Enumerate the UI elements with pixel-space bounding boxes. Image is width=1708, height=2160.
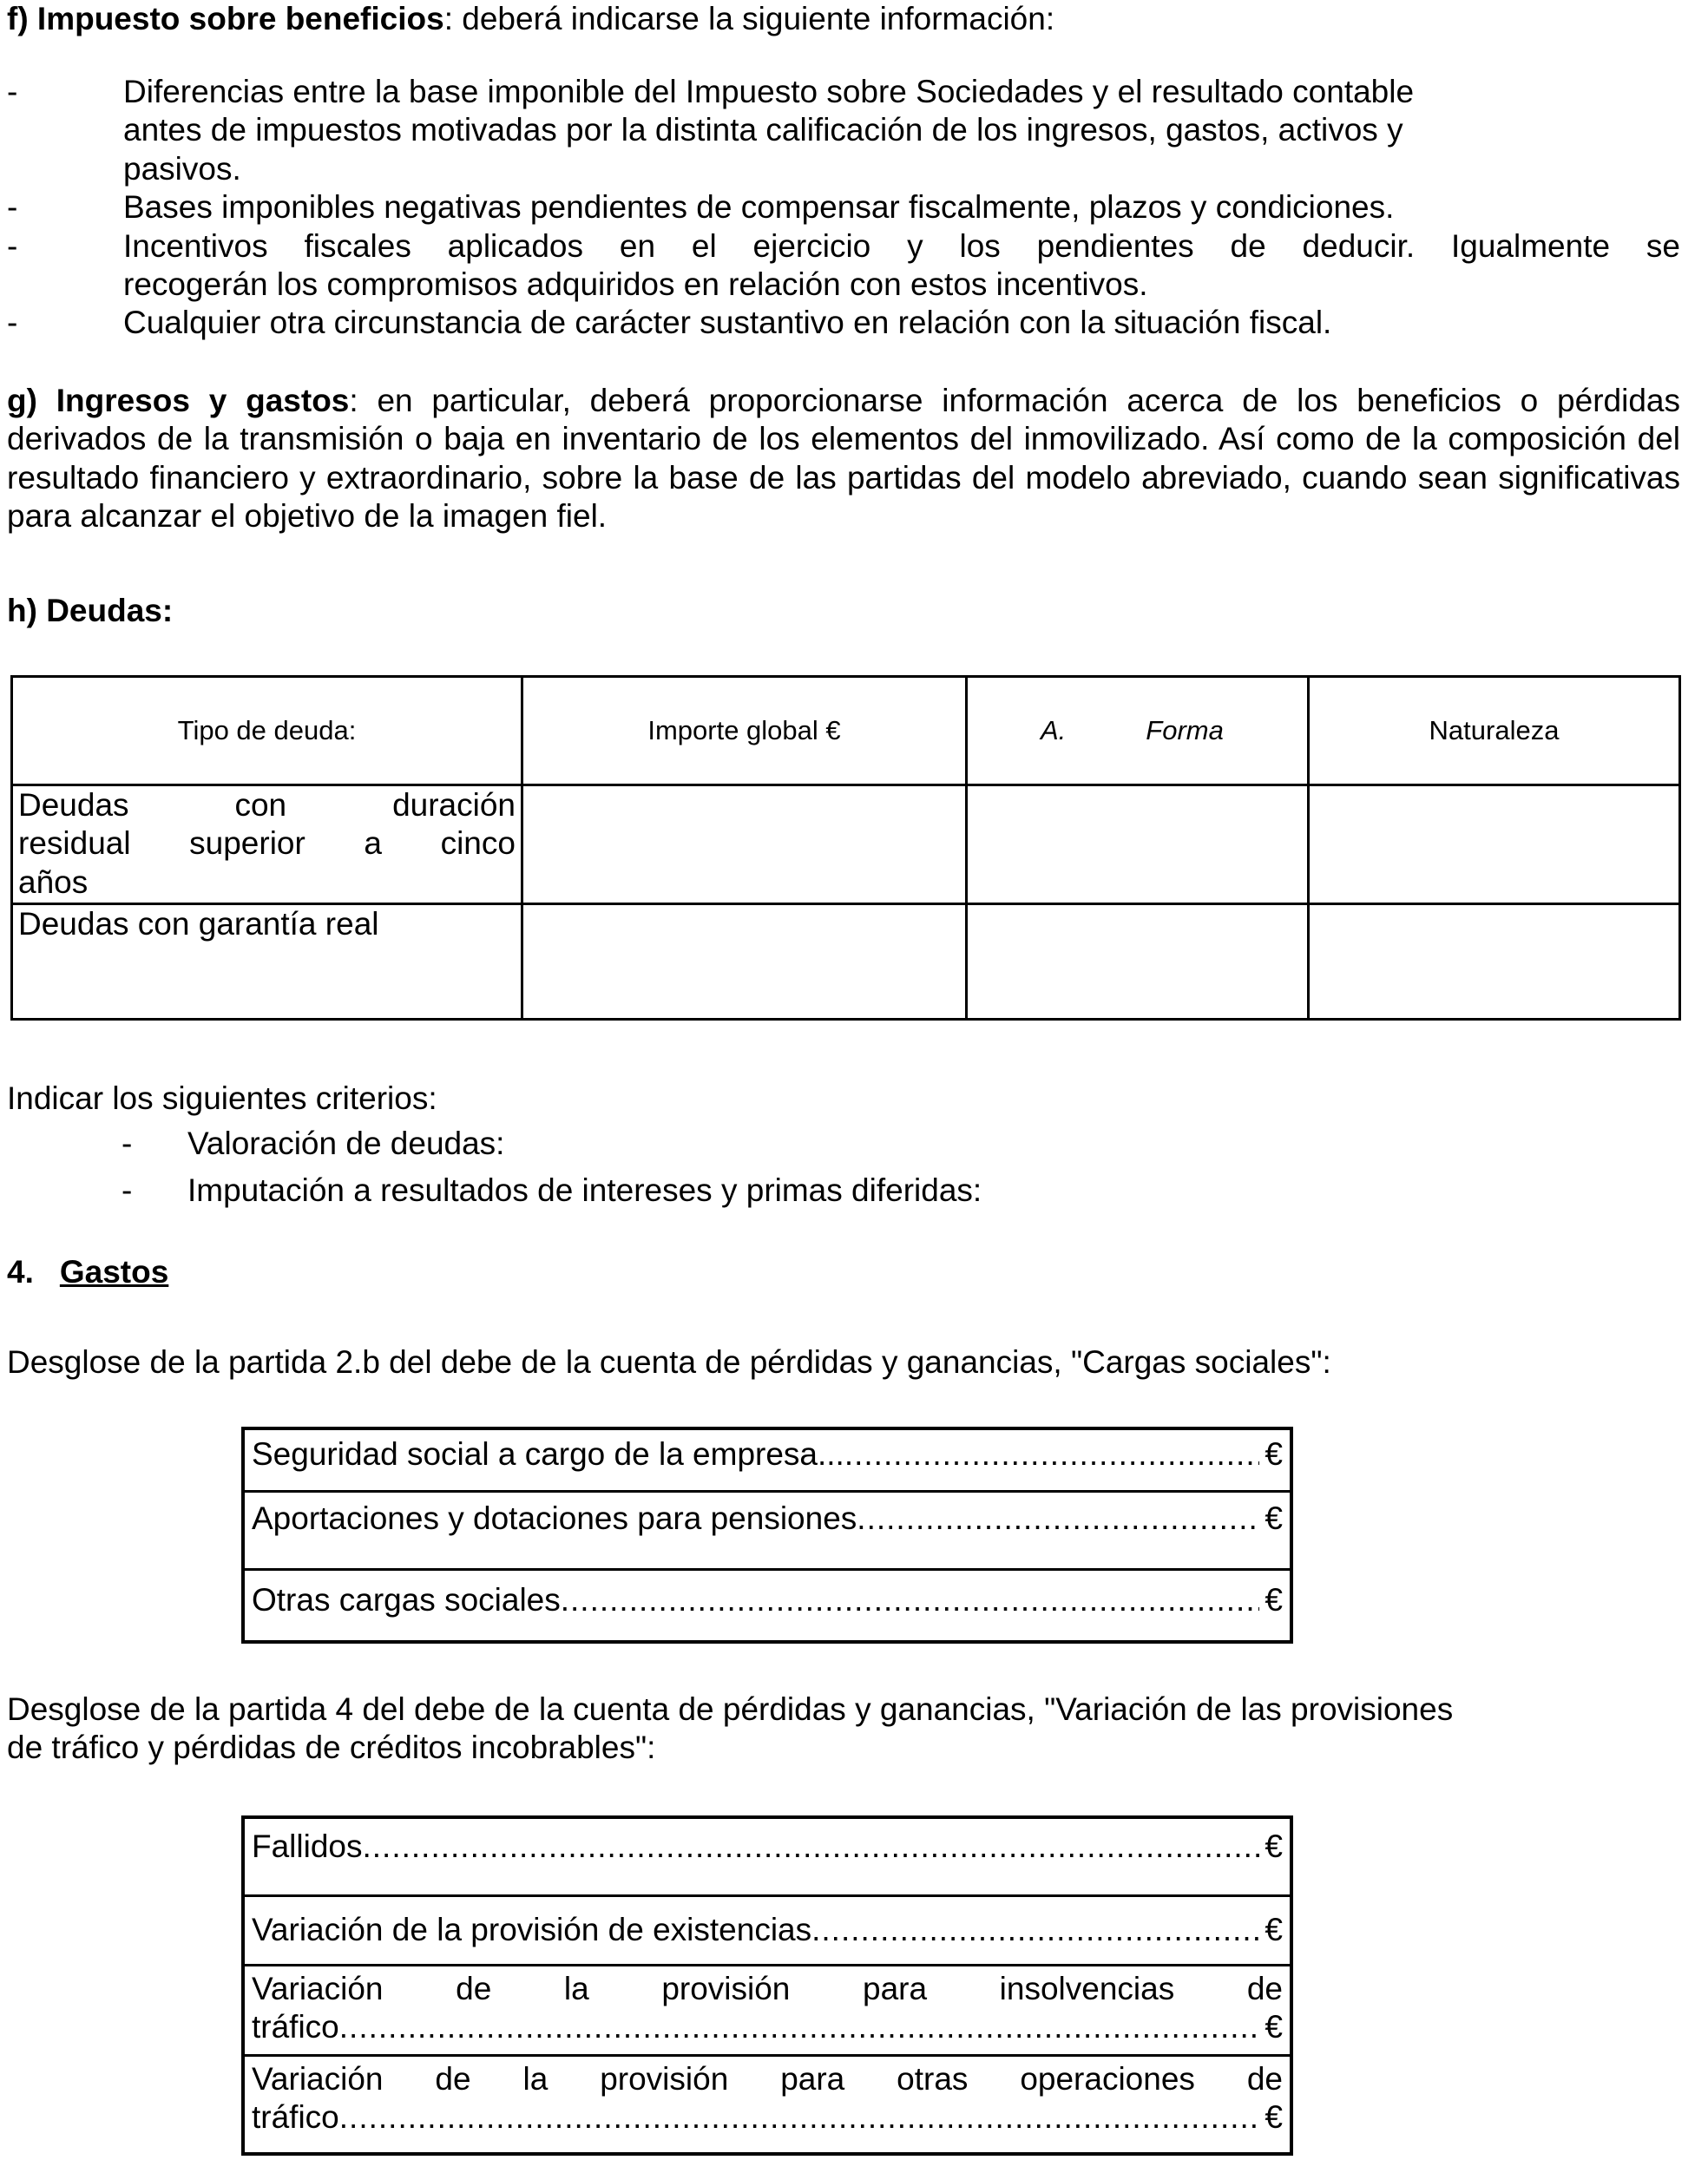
list-item xyxy=(122,1172,1597,1210)
cell-tipo: Deudas con garantía real xyxy=(12,904,522,1020)
cell-word: Deudas xyxy=(18,787,129,823)
list-item-line: Incentivos fiscales aplicados en el ejercicio y los pendientes de deducir. Igualmente se xyxy=(123,227,1680,264)
list-item-line: antes de impuestos motivadas por la distinta calificación de los ingresos, gastos, activos y xyxy=(123,112,1403,148)
row-word: para xyxy=(863,1971,928,2006)
list-item xyxy=(7,304,1680,342)
table-row xyxy=(245,1493,1290,1571)
cell-forma xyxy=(967,785,1309,904)
section-f-list xyxy=(7,73,1680,343)
row-word: la xyxy=(563,1971,589,2006)
table-header-row xyxy=(12,677,1680,785)
section-f-title: f) Impuesto sobre beneficios xyxy=(7,1,444,36)
row-word: la xyxy=(522,2061,549,2097)
cell-importe xyxy=(522,785,967,904)
section-g-title: g) Ingresos y gastos xyxy=(7,383,350,418)
dot-leader xyxy=(339,2098,1260,2137)
header-naturaleza: Naturaleza xyxy=(1309,677,1680,785)
row-label: Aportaciones y dotaciones para pensiones xyxy=(252,1500,857,1536)
criterios-intro: Indicar los siguientes criterios: xyxy=(7,1080,437,1116)
row-line xyxy=(252,2060,1283,2098)
table-row xyxy=(12,785,1680,904)
row-currency: € xyxy=(1265,2099,1283,2136)
cell-word: duración xyxy=(392,787,516,823)
row-currency: € xyxy=(1265,1912,1283,1947)
row-word: de xyxy=(435,2061,471,2097)
row-word: otras xyxy=(897,2061,969,2097)
provisiones-table xyxy=(241,1815,1293,2156)
criterios-list xyxy=(122,1125,1597,1211)
deudas-table xyxy=(10,675,1681,1021)
table-row xyxy=(245,2057,1290,2147)
row-label: tráfico xyxy=(252,2099,339,2136)
cell-word: residual xyxy=(18,825,131,862)
row-word: para xyxy=(780,2061,845,2097)
cell-line xyxy=(18,786,516,824)
list-item-line: recogerán los compromisos adquiridos en relación con estos incentivos. xyxy=(123,266,1148,302)
list-item xyxy=(7,227,1680,305)
row-word: Variación xyxy=(252,1971,384,2006)
list-item-text: Imputación a resultados de intereses y primas diferidas: xyxy=(187,1172,982,1209)
row-currency: € xyxy=(1265,1500,1283,1536)
row-label: Fallidos xyxy=(252,1828,363,1864)
row-line xyxy=(252,2098,1283,2137)
section-4-title: Gastos xyxy=(59,1254,169,1290)
bullet-dash: - xyxy=(7,227,18,264)
section-g-paragraph xyxy=(7,382,1680,536)
cell-word: superior xyxy=(189,825,305,862)
bullet-dash: - xyxy=(122,1126,133,1161)
row-word: provisión xyxy=(661,1971,791,2006)
table-row xyxy=(245,1966,1290,2057)
list-item xyxy=(122,1125,1597,1163)
dot-leader xyxy=(363,1828,1260,1866)
section-h-title: h) Deudas: xyxy=(7,593,174,628)
table-row xyxy=(245,1430,1290,1493)
dot-leader xyxy=(844,1435,1260,1474)
row-word: Variación xyxy=(252,2061,384,2097)
list-item-line: Cualquier otra circunstancia de carácter sustantivo en relación con la situación fiscal. xyxy=(123,305,1332,341)
row-currency: € xyxy=(1265,2009,1283,2045)
header-forma-letter: A. xyxy=(1041,715,1067,746)
table-row xyxy=(245,1571,1290,1640)
section-4-number: 4. xyxy=(7,1254,34,1290)
list-item-line: pasivos. xyxy=(123,150,241,187)
header-forma xyxy=(967,677,1309,785)
header-tipo-deuda: Tipo de deuda: xyxy=(12,677,522,785)
row-currency: € xyxy=(1265,1582,1283,1618)
row-currency: € xyxy=(1265,1436,1283,1472)
paragraph-line: de tráfico y pérdidas de créditos incobrables": xyxy=(7,1730,656,1766)
bullet-dash: - xyxy=(122,1172,133,1209)
section-4-heading xyxy=(7,1253,168,1291)
bullet-dash: - xyxy=(7,305,18,341)
section-g-text: : en particular, deberá proporcionarse información acerca de los beneficios o pérdidas derivados de la transmisión o baja en inventario de los elementos del inmovilizado. Así como de la composición del resultado financiero y extraordinario, sobre la base de las partidas del modelo abreviado, cuando sean significativas para alcanzar el objetivo de la imagen fiel. xyxy=(7,383,1680,535)
row-label: Variación de la provisión de existencias xyxy=(252,1912,812,1947)
bullet-dash: - xyxy=(7,74,18,109)
cell-tipo xyxy=(12,785,522,904)
cell-word: a xyxy=(364,825,382,862)
dot-leader xyxy=(561,1581,1260,1619)
row-word: de xyxy=(1246,2061,1283,2097)
dot-leader xyxy=(857,1500,1259,1538)
bullet-dash: - xyxy=(7,189,18,226)
list-item-line: Diferencias entre la base imponible del Impuesto sobre Sociedades y el resultado contable xyxy=(123,74,1415,109)
table-row xyxy=(245,1819,1290,1897)
paragraph-line: Desglose de la partida 4 del debe de la cuenta de pérdidas y ganancias, "Variación de las provisiones xyxy=(7,1691,1454,1727)
row-label: Otras cargas sociales xyxy=(252,1582,561,1618)
list-item xyxy=(7,73,1680,188)
list-item-line: Bases imponibles negativas pendientes de compensar fiscalmente, plazos y condiciones. xyxy=(123,189,1395,226)
section-f-intro: : deberá indicarse la siguiente información: xyxy=(443,1,1055,36)
dot-leader xyxy=(811,1911,1259,1949)
row-word: de xyxy=(456,1971,492,2006)
cell-line xyxy=(18,824,516,863)
dot-leader xyxy=(339,2008,1260,2046)
row-currency: € xyxy=(1265,1828,1283,1864)
cell-line: años xyxy=(18,863,89,900)
list-item xyxy=(7,188,1680,227)
row-word: de xyxy=(1246,1971,1283,2006)
row-line xyxy=(252,1970,1283,2008)
header-forma-label: Forma xyxy=(1146,715,1224,746)
table-row xyxy=(245,1897,1290,1966)
cell-naturaleza xyxy=(1309,785,1680,904)
cargas-sociales-table xyxy=(241,1427,1293,1644)
row-line xyxy=(252,2008,1283,2046)
row-label: Seguridad social a cargo de la empresa... xyxy=(252,1436,844,1472)
cell-forma xyxy=(967,904,1309,1020)
desglose-cargas-text: Desglose de la partida 2.b del debe de la cuenta de pérdidas y ganancias, "Cargas sociales": xyxy=(7,1344,1331,1380)
row-word: insolvencias xyxy=(999,1971,1175,2006)
cell-importe xyxy=(522,904,967,1020)
table-row xyxy=(12,904,1680,1020)
row-label: tráfico xyxy=(252,2009,339,2045)
cell-word: cinco xyxy=(440,825,516,862)
row-word: operaciones xyxy=(1020,2061,1195,2097)
cell-word: con xyxy=(234,787,287,823)
row-word: provisión xyxy=(600,2061,729,2097)
list-item-text: Valoración de deudas: xyxy=(187,1126,505,1161)
cell-naturaleza xyxy=(1309,904,1680,1020)
section-f-heading xyxy=(7,0,1680,38)
desglose-provisiones-text xyxy=(7,1691,1680,1768)
header-importe-global: Importe global € xyxy=(522,677,967,785)
